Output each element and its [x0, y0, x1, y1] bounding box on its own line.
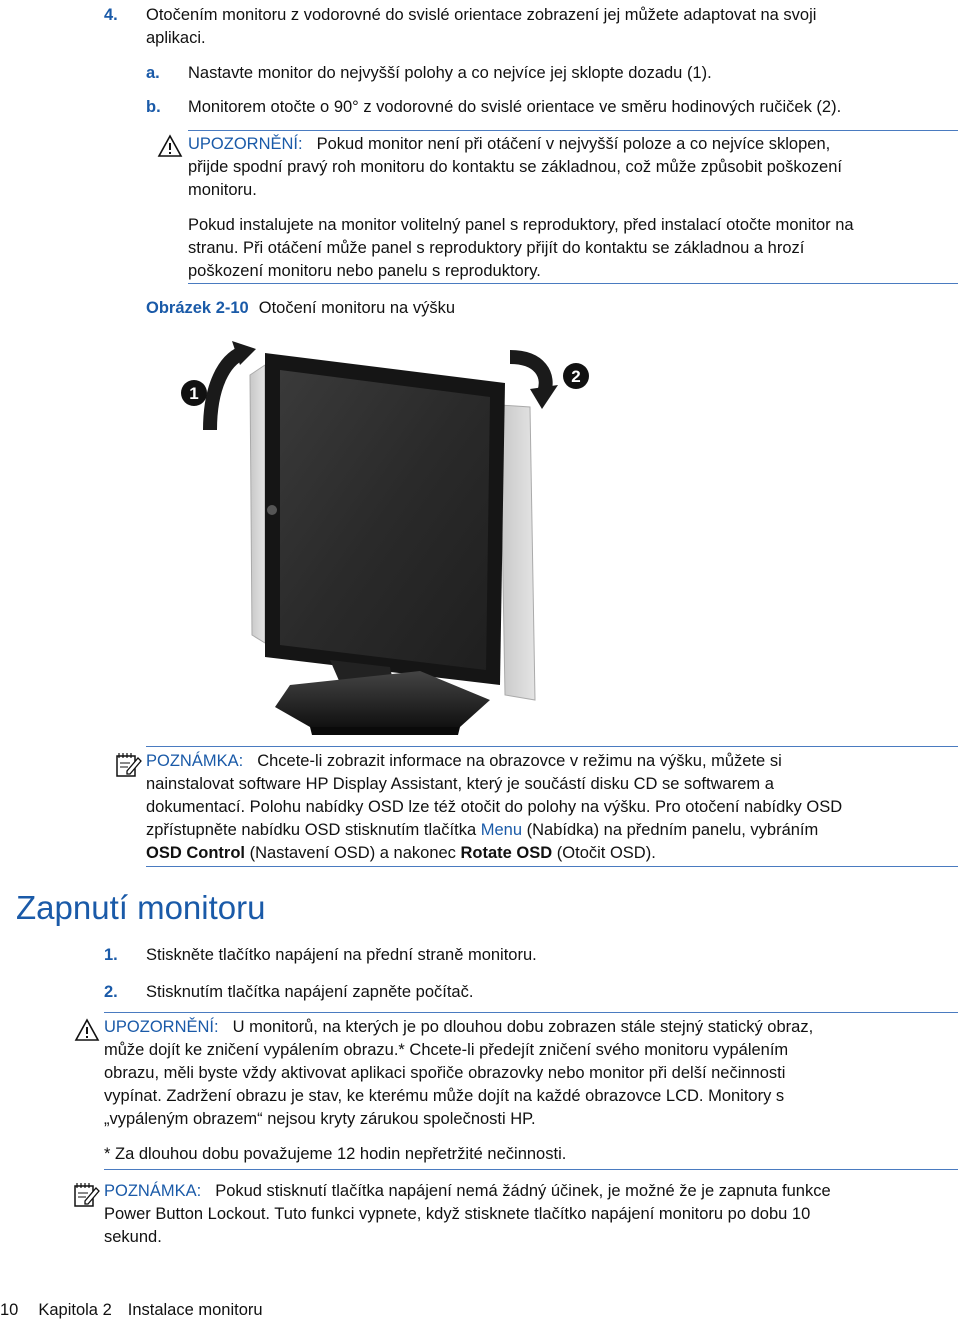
note-top-rule: [146, 746, 958, 747]
figure-caption: [146, 297, 455, 320]
step-text-line: Otočením monitoru z vodorovné do svislé orientace zobrazení jej můžete adaptovat na svoji: [146, 6, 817, 24]
substep-text: Monitorem otočte o 90° z vodorovné do svislé orientace ve směru hodinových ručiček (2).: [188, 98, 842, 116]
caution-top-rule: [104, 1012, 958, 1013]
note-line: [146, 819, 818, 842]
caution-bottom-rule: [188, 283, 958, 284]
figure-label: Obrázek 2-10: [146, 299, 249, 317]
note-label: POZNÁMKA:: [146, 752, 244, 770]
osd-control-term: OSD Control: [146, 844, 245, 862]
note-text: (Nabídka) na předním panelu, vybráním: [522, 821, 819, 839]
figure-title: Otočení monitoru na výšku: [258, 299, 455, 317]
chapter-label: Kapitola 2: [38, 1301, 112, 1319]
caution-line: [104, 1016, 813, 1039]
menu-link[interactable]: Menu: [480, 821, 523, 839]
caution-line: poškození monitoru nebo panelu s reproduktory.: [188, 262, 541, 280]
page-footer: [0, 1299, 263, 1322]
note-line: [104, 1180, 831, 1203]
substep-letter: a.: [146, 64, 160, 82]
note-pad-icon: [114, 750, 142, 778]
caution-line: přijde spodní pravý roh monitoru do kontaktu se základnou, což může způsobit poškození: [188, 158, 842, 176]
warning-icon: [157, 134, 183, 158]
step-text: Stiskněte tlačítko napájení na přední straně monitoru.: [146, 946, 537, 964]
note-text: zpřístupněte nabídku OSD stisknutím tlačítka: [146, 821, 481, 839]
chapter-title: Instalace monitoru: [127, 1301, 263, 1319]
caution-line: „vypáleným obrazem“ nejsou kryty zárukou společnosti HP.: [104, 1110, 536, 1128]
note-text: (Nastavení OSD) a nakonec: [245, 844, 461, 862]
note-text: Pokud stisknutí tlačítka napájení nemá žádný účinek, je možné že je zapnuta funkce: [215, 1182, 831, 1200]
caution-footnote: * Za dlouhou dobu považujeme 12 hodin nepřetržité nečinnosti.: [104, 1145, 567, 1163]
note-line: [146, 750, 782, 773]
caution-bottom-rule: [104, 1169, 958, 1170]
note-pad-icon: [72, 1180, 100, 1208]
note-text: (Otočit OSD).: [552, 844, 656, 862]
caution-text: Pokud monitor není při otáčení v nejvyšší poloze a co nejvíce sklopen,: [316, 135, 831, 153]
caution-label: UPOZORNĚNÍ:: [104, 1018, 219, 1036]
note-line: [146, 842, 656, 865]
caution-line: může dojít ke zničení vypálením obrazu.* Chcete-li předejít zničení svého monitoru vypálením: [104, 1041, 789, 1059]
warning-icon: [74, 1018, 100, 1042]
step-number: 1.: [104, 946, 118, 964]
note-line: dokumentací. Polohu nabídky OSD lze též otočit do polohy na výšku. Pro otočení nabídky OSD: [146, 798, 843, 816]
caution-line: monitoru.: [188, 181, 257, 199]
note-line: sekund.: [104, 1228, 162, 1246]
caution-line: [188, 133, 830, 156]
monitor-rotation-illustration: [170, 335, 610, 745]
caution-line: Pokud instalujete na monitor volitelný panel s reproduktory, před instalací otočte monitor na: [188, 216, 854, 234]
page-number: 10: [0, 1301, 19, 1319]
rotate-osd-term: Rotate OSD: [460, 844, 553, 862]
step-number: 2.: [104, 983, 118, 1001]
callout-2: 2: [571, 367, 581, 386]
note-bottom-rule: [146, 866, 958, 867]
step-number: 4.: [104, 6, 118, 24]
caution-top-rule: [188, 130, 958, 131]
note-text: Chcete-li zobrazit informace na obrazovce v režimu na výšku, můžete si: [257, 752, 782, 770]
section-heading: Zapnutí monitoru: [16, 889, 266, 926]
caution-label: UPOZORNĚNÍ:: [188, 135, 303, 153]
caution-line: obrazu, měli byste vždy aktivovat aplikaci spořiče obrazovky nebo monitor při delší nečinnosti: [104, 1064, 786, 1082]
caution-text: U monitorů, na kterých je po dlouhou dobu zobrazen stále stejný statický obraz,: [232, 1018, 814, 1036]
substep-text: Nastavte monitor do nejvyšší polohy a co nejvíce jej sklopte dozadu (1).: [188, 64, 712, 82]
callout-1: 1: [189, 384, 199, 403]
substep-letter: b.: [146, 98, 161, 116]
note-line: Power Button Lockout. Tuto funkci vypnete, když stisknete tlačítko napájení monitoru po dobu 10: [104, 1205, 811, 1223]
note-label: POZNÁMKA:: [104, 1182, 202, 1200]
caution-line: stranu. Při otáčení může panel s reproduktory přijít do kontaktu se základnou a hrozí: [188, 239, 805, 257]
caution-line: vypínat. Zadržení obrazu je stav, ke kterému může dojít na každé obrazovce LCD. Monitory s: [104, 1087, 785, 1105]
step-text-line: aplikaci.: [146, 29, 206, 47]
step-text: Stisknutím tlačítka napájení zapněte počítač.: [146, 983, 474, 1001]
note-line: nainstalovat software HP Display Assistant, který je součástí disku CD se softwarem a: [146, 775, 774, 793]
